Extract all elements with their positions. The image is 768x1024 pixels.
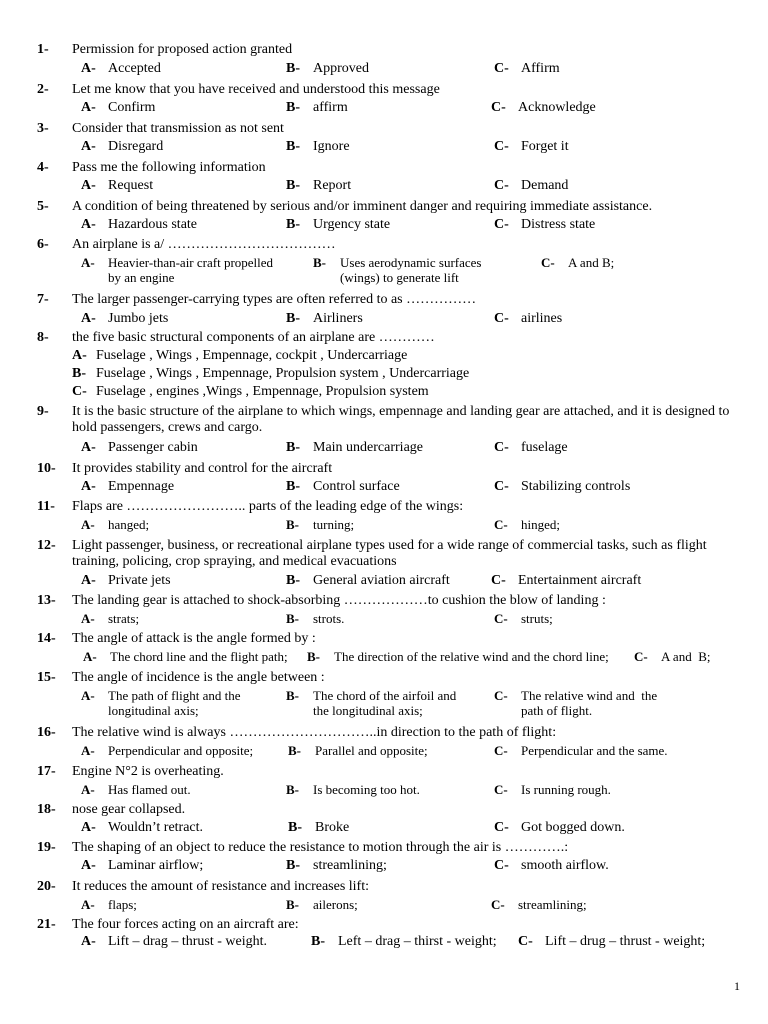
question-number: 13- [37, 593, 56, 608]
question-text: Permission for proposed action granted [72, 42, 293, 57]
option-text: hanged; [108, 517, 150, 532]
option-text: Ignore [313, 139, 350, 154]
option-text: smooth airflow. [521, 858, 609, 873]
option-letter: B- [286, 311, 300, 326]
option-letter: A- [81, 934, 96, 949]
option-letter: B- [311, 934, 325, 949]
answer-option-c [491, 897, 587, 912]
option-letter: C- [494, 688, 508, 703]
answer-option-c [491, 100, 596, 116]
option-letter: B- [286, 573, 300, 588]
option-text: Lift – drag – thrust - weight. [108, 934, 268, 949]
option-letter: B- [286, 440, 300, 455]
question-number: 12- [37, 538, 56, 553]
option-letter: A- [81, 782, 95, 797]
option-letter: A- [81, 100, 96, 115]
answer-option-b [286, 688, 456, 718]
answer-option-a [72, 348, 407, 364]
option-text: Lift – drug – thrust - weight; [545, 934, 706, 949]
option-letter: B- [286, 517, 299, 532]
option-text: Forget it [521, 139, 569, 154]
option-letter: A- [81, 440, 96, 455]
answer-option-c [634, 649, 710, 664]
option-text: Hazardous state [108, 217, 198, 232]
option-text: Left – drag – thirst - weight; [338, 934, 497, 949]
option-text: A and B; [568, 255, 615, 270]
option-text: Confirm [108, 100, 156, 115]
question-text: The angle of attack is the angle formed by : [72, 631, 316, 646]
question-text: An airplane is a/ ……………………………… [72, 237, 336, 252]
option-text: Private jets [108, 573, 171, 588]
answer-option-a [81, 688, 241, 718]
answer-option-a [81, 440, 198, 456]
option-text: Entertainment aircraft [518, 573, 642, 588]
option-text: The relative wind and the path of flight. [521, 688, 658, 718]
option-letter: A- [81, 178, 96, 193]
option-text: Approved [313, 61, 369, 76]
option-letter: C- [491, 100, 506, 115]
question-number: 15- [37, 670, 56, 685]
answer-option-c [491, 573, 641, 589]
question-text: Flaps are …………………….. parts of the leading edge of the wings: [72, 499, 464, 514]
option-text: Empennage [108, 479, 175, 494]
option-text: turning; [313, 517, 355, 532]
answer-option-b [313, 255, 482, 285]
option-letter: B- [286, 178, 300, 193]
option-text: hinged; [521, 517, 560, 532]
answer-option-b [286, 782, 420, 797]
option-text: ailerons; [313, 897, 358, 912]
option-text: Disregard [108, 139, 164, 154]
option-text: Wouldn’t retract. [108, 820, 204, 835]
question-number: 1- [37, 42, 49, 57]
question-text: The shaping of an object to reduce the resistance to motion through the air is ………….: [72, 840, 569, 855]
option-text: Passenger cabin [108, 440, 198, 455]
option-letter: A- [81, 255, 95, 270]
option-letter: B- [286, 217, 300, 232]
option-text: The chord of the airfoil and the longitudinal axis; [313, 688, 457, 718]
question-text: The four forces acting on an aircraft are: [72, 917, 299, 932]
answer-option-b [286, 479, 400, 495]
answer-option-c [494, 858, 609, 874]
question-number: 6- [37, 237, 49, 252]
option-letter: A- [81, 743, 95, 758]
option-letter: A- [83, 649, 97, 664]
question-number: 18- [37, 802, 56, 817]
question-text: It reduces the amount of resistance and increases lift: [72, 879, 369, 894]
option-letter: B- [72, 366, 86, 381]
question-number: 11- [37, 499, 55, 514]
option-letter: C- [491, 573, 506, 588]
answer-option-a [81, 782, 191, 797]
answer-option-c [494, 479, 630, 495]
option-text: Acknowledge [518, 100, 596, 115]
answer-option-c [494, 688, 657, 718]
answer-option-a [81, 61, 161, 77]
answer-option-b [286, 517, 354, 532]
option-text: General aviation aircraft [313, 573, 450, 588]
answer-option-a [81, 611, 139, 626]
answer-option-c [494, 139, 569, 155]
option-text: Demand [521, 178, 569, 193]
option-letter: A- [81, 479, 96, 494]
option-letter: C- [494, 820, 509, 835]
option-text: Fuselage , Wings , Empennage, cockpit , Undercarriage [96, 348, 408, 363]
question-number: 7- [37, 292, 49, 307]
option-letter: A- [81, 611, 95, 626]
option-letter: A- [81, 858, 96, 873]
option-text: Main undercarriage [313, 440, 423, 455]
option-letter: B- [286, 858, 300, 873]
answer-option-c [494, 440, 568, 456]
answer-option-a [81, 858, 203, 874]
option-letter: C- [72, 384, 87, 399]
question-number: 19- [37, 840, 56, 855]
option-letter: C- [634, 649, 648, 664]
question-number: 17- [37, 764, 56, 779]
question-number: 8- [37, 330, 49, 345]
option-text: Parallel and opposite; [315, 743, 428, 758]
option-text: Fuselage , Wings , Empennage, Propulsion system , Undercarriage [96, 366, 470, 381]
question-text: Let me know that you have received and understood this message [72, 82, 440, 97]
option-text: Heavier-than-air craft propelled by an engine [108, 255, 274, 285]
option-letter: A- [81, 573, 96, 588]
answer-option-b [288, 743, 428, 758]
answer-option-a [81, 178, 153, 194]
option-text: Affirm [521, 61, 560, 76]
answer-option-b [307, 649, 609, 664]
question-number: 3- [37, 121, 49, 136]
option-text: fuselage [521, 440, 568, 455]
option-text: Broke [315, 820, 350, 835]
answer-option-a [81, 139, 163, 155]
answer-option-c [494, 311, 562, 327]
option-text: airlines [521, 311, 563, 326]
option-text: Airliners [313, 311, 363, 326]
question-text: The angle of incidence is the angle between : [72, 670, 325, 685]
option-letter: B- [288, 743, 301, 758]
question-text: The larger passenger-carrying types are often referred to as …………… [72, 292, 477, 307]
answer-option-b [286, 897, 358, 912]
option-text: Uses aerodynamic surfaces (wings) to generate lift [340, 255, 482, 285]
answer-option-a [81, 743, 253, 758]
option-text: strats; [108, 611, 140, 626]
option-letter: C- [494, 782, 508, 797]
option-text: Urgency state [313, 217, 391, 232]
option-letter: B- [286, 139, 300, 154]
option-letter: B- [313, 255, 326, 270]
option-text: Perpendicular and opposite; [108, 743, 254, 758]
option-text: Distress state [521, 217, 596, 232]
question-number: 16- [37, 725, 56, 740]
option-letter: B- [286, 897, 299, 912]
question-text: nose gear collapsed. [72, 802, 186, 817]
option-letter: A- [81, 897, 95, 912]
option-text: streamlining; [313, 858, 387, 873]
option-text: Has flamed out. [108, 782, 191, 797]
option-letter: A- [81, 61, 96, 76]
option-letter: B- [307, 649, 320, 664]
question-text: A condition of being threatened by serious and/or imminent danger and requiring immediate assistance. [72, 199, 653, 214]
question-text: Pass me the following information [72, 160, 266, 175]
answer-option-c [494, 782, 611, 797]
option-letter: C- [494, 611, 508, 626]
option-text: Stabilizing controls [521, 479, 631, 494]
option-text: Control surface [313, 479, 400, 494]
answer-option-c [494, 820, 625, 836]
question-number: 21- [37, 917, 56, 932]
question-text: the five basic structural components of an airplane are ………… [72, 330, 435, 345]
option-letter: C- [494, 178, 509, 193]
option-text: affirm [313, 100, 348, 115]
question-text: The landing gear is attached to shock-absorbing ………………to cushion the blow of landing : [72, 593, 606, 608]
answer-option-c [541, 255, 614, 270]
answer-option-a [81, 573, 171, 589]
option-letter: B- [286, 688, 299, 703]
question-number: 10- [37, 461, 56, 476]
option-letter: B- [286, 61, 300, 76]
question-text: The relative wind is always …………………………..in direction to the path of flight: [72, 725, 557, 740]
option-text: Request [108, 178, 154, 193]
option-letter: C- [494, 517, 508, 532]
option-text: struts; [521, 611, 553, 626]
option-letter: B- [286, 611, 299, 626]
answer-option-a [81, 311, 168, 327]
answer-option-a [81, 517, 149, 532]
option-text: Jumbo jets [108, 311, 169, 326]
answer-option-c [494, 611, 553, 626]
answer-option-b [286, 139, 350, 155]
option-letter: C- [494, 61, 509, 76]
option-text: The chord line and the flight path; [110, 649, 288, 664]
answer-option-b [288, 820, 349, 836]
question-number: 4- [37, 160, 49, 175]
option-letter: C- [541, 255, 555, 270]
answer-option-b [286, 858, 387, 874]
answer-option-c [518, 934, 705, 950]
option-letter: C- [494, 743, 508, 758]
option-text: Accepted [108, 61, 161, 76]
option-text: Is becoming too hot. [313, 782, 420, 797]
option-text: The path of flight and the longitudinal axis; [108, 688, 241, 718]
answer-option-a [83, 649, 288, 664]
answer-option-b [286, 573, 450, 589]
question-number: 20- [37, 879, 56, 894]
answer-option-b [286, 217, 390, 233]
option-text: streamlining; [518, 897, 587, 912]
option-letter: B- [288, 820, 302, 835]
option-letter: A- [81, 517, 95, 532]
option-letter: A- [81, 139, 96, 154]
question-number: 14- [37, 631, 56, 646]
answer-option-b [286, 100, 348, 116]
answer-option-a [81, 100, 155, 116]
answer-option-c [494, 178, 568, 194]
option-text: Got bogged down. [521, 820, 625, 835]
answer-option-b [286, 611, 344, 626]
option-letter: C- [494, 311, 509, 326]
option-text: flaps; [108, 897, 137, 912]
option-text: Perpendicular and the same. [521, 743, 668, 758]
option-text: Laminar airflow; [108, 858, 204, 873]
option-text: Is running rough. [521, 782, 611, 797]
question-text: Engine N°2 is overheating. [72, 764, 224, 779]
question-number: 5- [37, 199, 49, 214]
option-letter: B- [286, 479, 300, 494]
option-letter: C- [494, 217, 509, 232]
option-letter: A- [81, 688, 95, 703]
option-letter: C- [494, 858, 509, 873]
question-text: It provides stability and control for the aircraft [72, 461, 333, 476]
option-letter: C- [494, 479, 509, 494]
answer-option-c [494, 217, 595, 233]
answer-option-c [494, 517, 560, 532]
option-text: The direction of the relative wind and the chord line; [334, 649, 609, 664]
answer-option-c [72, 384, 429, 400]
question-number: 9- [37, 404, 49, 419]
option-letter: C- [491, 897, 505, 912]
option-letter: A- [81, 820, 96, 835]
page-number: 1 [734, 979, 740, 993]
question-text: Consider that transmission as not sent [72, 121, 284, 136]
answer-option-a [81, 255, 273, 285]
answer-option-c [494, 61, 560, 77]
answer-option-c [494, 743, 668, 758]
option-letter: B- [286, 782, 299, 797]
option-letter: A- [72, 348, 87, 363]
option-text: A and B; [661, 649, 711, 664]
answer-option-b [286, 61, 369, 77]
answer-option-a [81, 479, 174, 495]
answer-option-b [286, 311, 363, 327]
option-letter: A- [81, 217, 96, 232]
answer-option-b [286, 440, 423, 456]
answer-option-a [81, 897, 137, 912]
option-text: Report [313, 178, 352, 193]
option-letter: C- [494, 440, 509, 455]
question-number: 2- [37, 82, 49, 97]
answer-option-a [81, 217, 197, 233]
answer-option-a [81, 820, 203, 836]
question-text: Light passenger, business, or recreational airplane types used for a wide range of commercial tasks, such as flight training, policing, crop spraying, and medical evacuations [72, 538, 707, 569]
option-letter: A- [81, 311, 96, 326]
option-text: Fuselage , engines ,Wings , Empennage, Propulsion system [96, 384, 429, 399]
option-letter: C- [518, 934, 533, 949]
answer-option-b [72, 366, 469, 382]
option-letter: C- [494, 139, 509, 154]
question-text: It is the basic structure of the airplane to which wings, empennage and landing gear are attached, and it is designed to hold passengers, crews and cargo. [72, 404, 730, 435]
option-letter: B- [286, 100, 300, 115]
answer-option-a [81, 934, 267, 950]
answer-option-b [286, 178, 351, 194]
answer-option-b [311, 934, 497, 950]
option-text: strots. [313, 611, 345, 626]
